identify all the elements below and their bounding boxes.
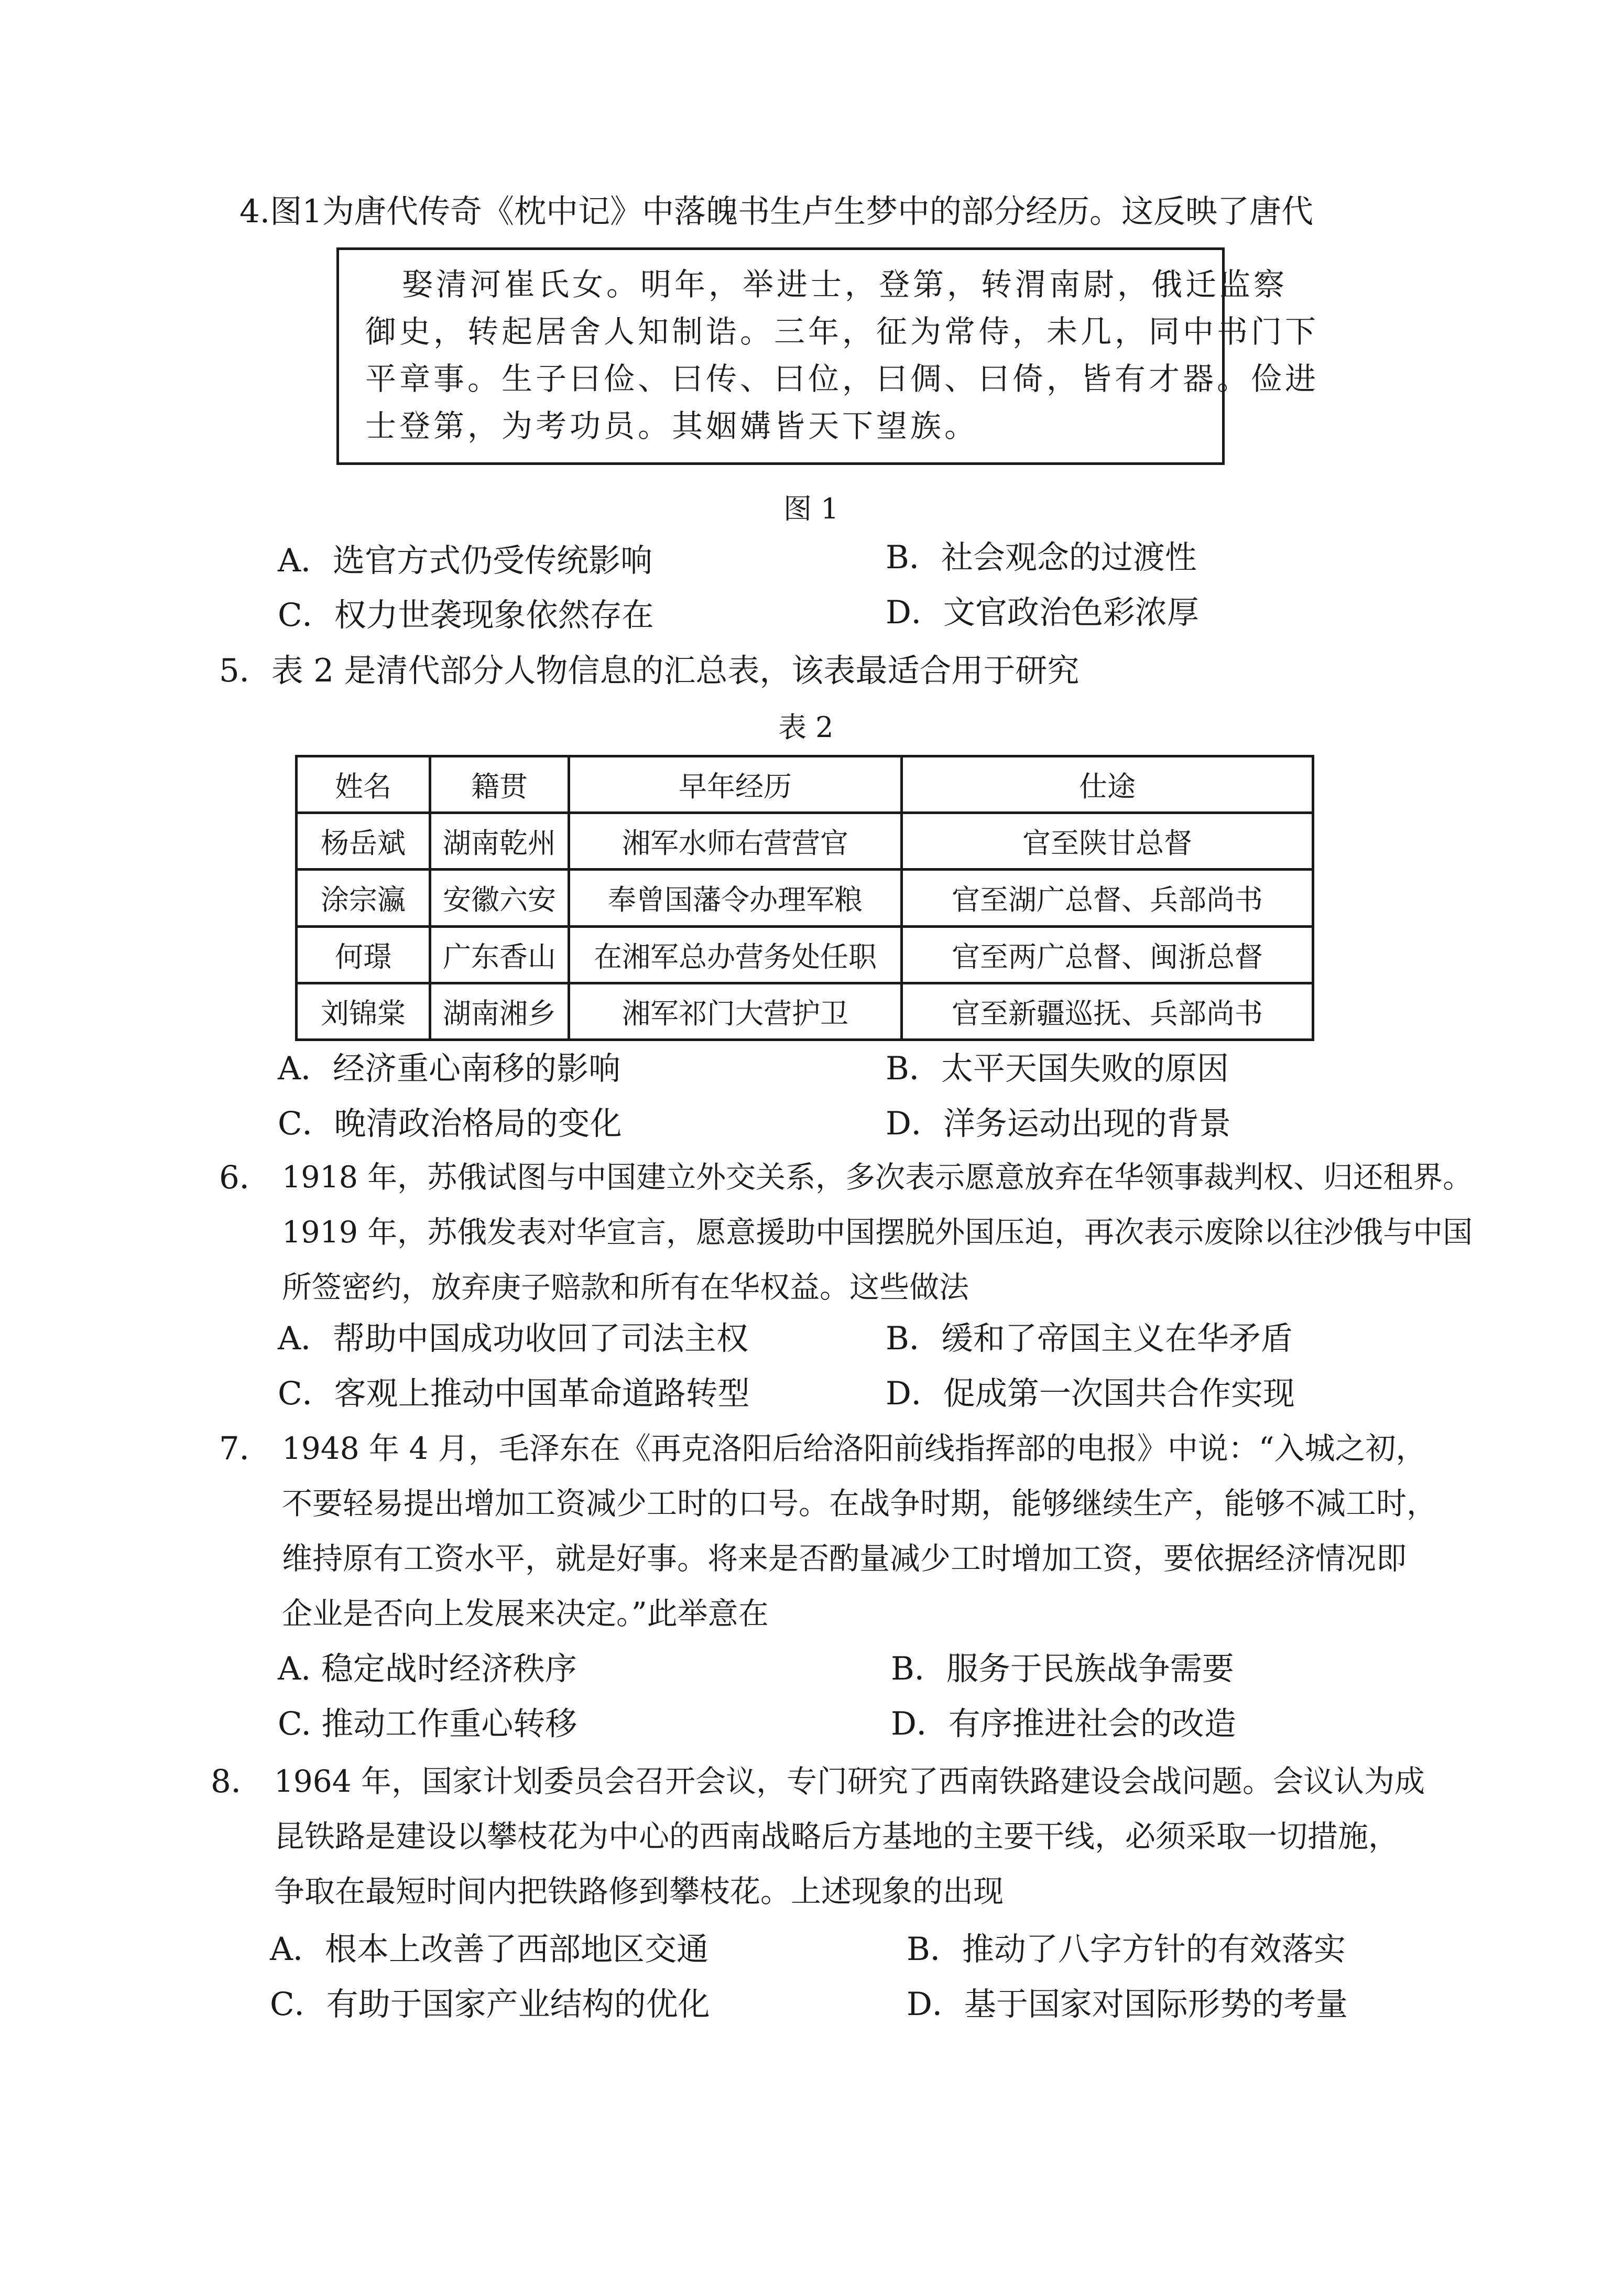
q5-option-d[interactable]: D．洋务运动出现的背景 [886, 1105, 1231, 1142]
q8-stem-line: 1964 年，国家计划委员会召开会议，专门研究了西南铁路建设会战问题。会议认为成 [274, 1763, 1425, 1799]
q7-stem-line: 企业是否向上发展来决定。”此举意在 [282, 1596, 769, 1631]
q8-option-a[interactable]: A．根本上改善了西部地区交通 [270, 1931, 709, 1968]
q8-option-c[interactable]: C．有助于国家产业结构的优化 [270, 1986, 710, 2023]
table-cell: 湘军祁门大营护卫 [569, 983, 902, 1039]
q8-option-b[interactable]: B．推动了八字方针的有效落实 [907, 1931, 1346, 1968]
q4-stem: 4.图1为唐代传奇《枕中记》中落魄书生卢生梦中的部分经历。这反映了唐代 [239, 193, 1314, 230]
table-cell: 广东香山 [430, 926, 569, 983]
q5-table [295, 755, 1314, 1041]
q6-option-b[interactable]: B．缓和了帝国主义在华矛盾 [886, 1320, 1293, 1357]
table-row [297, 813, 1313, 870]
q7-stem-line: 1948 年 4 月，毛泽东在《再克洛阳后给洛阳前线指挥部的电报》中说：“入城之初， [282, 1431, 1426, 1466]
table-cell: 官至新疆巡抚、兵部尚书 [902, 983, 1313, 1039]
q4-excerpt-line: 御史，转起居舍人知制诰。三年，征为常侍，未几，同中书门下 [365, 313, 1320, 350]
table-row [297, 926, 1313, 983]
q7-stem-line: 不要轻易提出增加工资减少工时的口号。在战争时期，能够继续生产，能够不减工时， [282, 1486, 1437, 1521]
table-cell: 官至湖广总督、兵部尚书 [902, 870, 1313, 926]
q6-number: 6． [219, 1159, 271, 1196]
q5-option-a[interactable]: A．经济重心南移的影响 [278, 1050, 621, 1087]
table-cell: 杨岳斌 [297, 813, 430, 870]
q6-option-d[interactable]: D．促成第一次国共合作实现 [886, 1375, 1295, 1412]
q5-option-b[interactable]: B．太平天国失败的原因 [886, 1050, 1229, 1087]
table-header-cell: 籍贯 [430, 756, 569, 813]
q5-stem: 5．表 2 是清代部分人物信息的汇总表，该表最适合用于研究 [219, 652, 1080, 689]
q6-stem-line: 所签密约，放弃庚子赔款和所有在华权益。这些做法 [282, 1270, 969, 1305]
q6-option-c[interactable]: C．客观上推动中国革命道路转型 [278, 1375, 750, 1412]
table-row [297, 870, 1313, 926]
table-cell: 官至陕甘总督 [902, 813, 1313, 870]
q7-number: 7． [219, 1430, 271, 1467]
q4-excerpt-line: 娶清河崔氏女。明年，举进士，登第，转渭南尉，俄迁监察 [402, 266, 1288, 302]
table-cell: 湖南湘乡 [430, 983, 569, 1039]
table-row [297, 983, 1313, 1039]
q5-table-caption: 表 2 [778, 711, 834, 744]
table-cell: 涂宗瀛 [297, 870, 430, 926]
q8-option-d[interactable]: D．基于国家对国际形势的考量 [907, 1986, 1348, 2023]
q7-option-d[interactable]: D．有序推进社会的改造 [891, 1705, 1236, 1742]
q8-number: 8． [211, 1763, 263, 1800]
q5-option-c[interactable]: C．晚清政治格局的变化 [278, 1105, 622, 1142]
q4-excerpt-box [336, 247, 1320, 465]
q4-option-a[interactable]: A．选官方式仍受传统影响 [278, 542, 653, 579]
table-cell: 安徽六安 [430, 870, 569, 926]
q7-option-c[interactable]: C. 推动工作重心转移 [278, 1705, 577, 1742]
table-cell: 何璟 [297, 926, 430, 983]
table-cell: 奉曾国藩令办理军粮 [569, 870, 902, 926]
table-header-cell: 早年经历 [569, 756, 902, 813]
table-header-cell: 仕途 [902, 756, 1313, 813]
q6-option-a[interactable]: A．帮助中国成功收回了司法主权 [278, 1320, 749, 1357]
q4-option-b[interactable]: B．社会观念的过渡性 [886, 539, 1197, 576]
q7-stem-line: 维持原有工资水平，就是好事。将来是否酌量减少工时增加工资，要依据经济情况即 [282, 1541, 1407, 1576]
table-cell: 官至两广总督、闽浙总督 [902, 926, 1313, 983]
table-header-row [297, 756, 1313, 813]
q6-stem-line: 1919 年，苏俄发表对华宣言，愿意援助中国摆脱外国压迫，再次表示废除以往沙俄与中国 [282, 1215, 1473, 1250]
table-cell: 刘锦棠 [297, 983, 430, 1039]
q4-option-c[interactable]: C．权力世袭现象依然存在 [278, 597, 654, 634]
q7-option-b[interactable]: B．服务于民族战争需要 [891, 1650, 1234, 1687]
table-cell: 在湘军总办营务处任职 [569, 926, 902, 983]
table-header-cell: 姓名 [297, 756, 430, 813]
q6-stem-line: 1918 年，苏俄试图与中国建立外交关系，多次表示愿意放弃在华领事裁判权、归还租界。 [282, 1160, 1473, 1195]
q4-excerpt-line: 士登第，为考功员。其姻媾皆天下望族。 [365, 408, 979, 444]
q4-option-d[interactable]: D．文官政治色彩浓厚 [886, 594, 1199, 631]
q7-option-a[interactable]: A. 稳定战时经济秩序 [278, 1650, 577, 1687]
q8-stem-line: 昆铁路是建设以攀枝花为中心的西南战略后方基地的主要干线，必须采取一切措施， [274, 1818, 1399, 1854]
q4-figure-caption: 图 1 [783, 492, 839, 525]
q8-stem-line: 争取在最短时间内把铁路修到攀枝花。上述现象的出现 [274, 1873, 1004, 1909]
table-cell: 湘军水师右营营官 [569, 813, 902, 870]
q4-excerpt-line: 平章事。生子曰俭、曰传、曰位，曰倜、曰倚，皆有才器。俭进 [365, 361, 1320, 397]
table-cell: 湖南乾州 [430, 813, 569, 870]
